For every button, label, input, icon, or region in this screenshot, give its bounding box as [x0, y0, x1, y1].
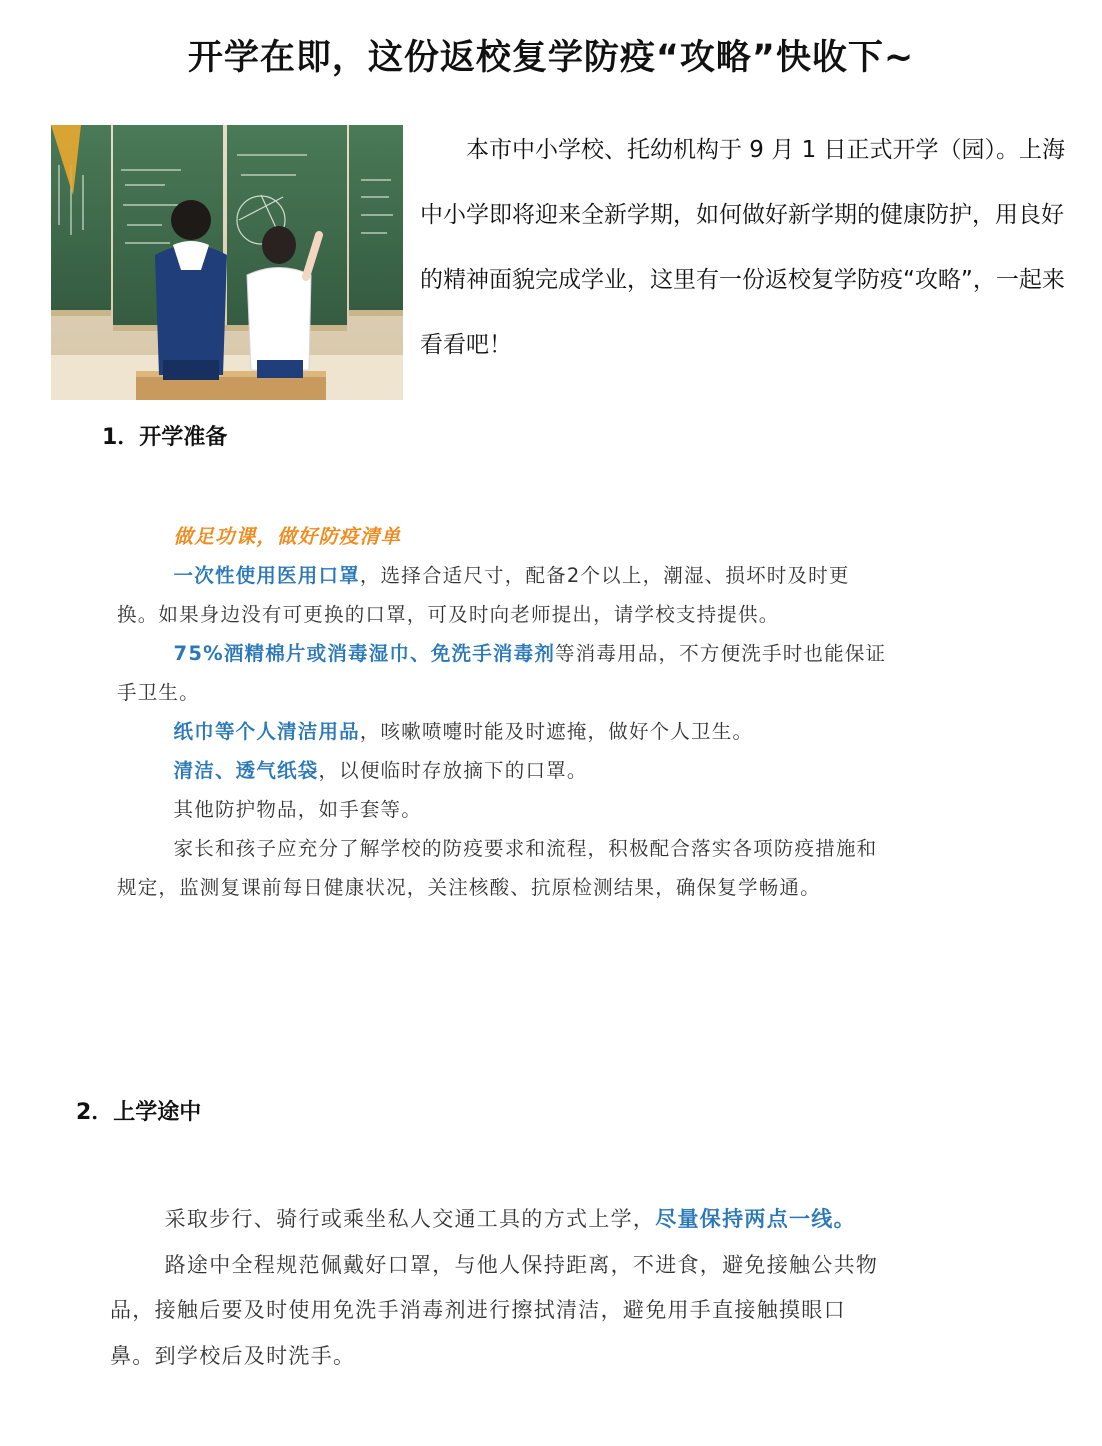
section-heading-1: 1．开学准备: [102, 425, 228, 450]
section-heading-2: 2．上学途中: [76, 1100, 202, 1125]
item-highlight: 清洁、透气纸袋: [173, 759, 319, 782]
intro-text: [420, 118, 1085, 378]
preparation-subhead: 做足功课，做好防疫清单: [173, 525, 402, 548]
preparation-list: [117, 517, 887, 907]
list-item: 家长和孩子应充分了解学校的防疫要求和流程，积极配合落实各项防疫措施和规定，监测复课前每日健康状况，关注核酸、抗原检测结果，确保复学畅通。: [117, 837, 878, 899]
list-item: 其他防护物品，如手套等。: [173, 798, 422, 821]
list-item: [117, 751, 887, 790]
item-highlight: 75%酒精棉片或消毒湿巾、免洗手消毒剂: [173, 642, 556, 665]
item-text: ，咳嗽喷嚏时能及时遮掩，做好个人卫生。: [359, 720, 754, 743]
item-highlight: 一次性使用医用口罩: [173, 564, 360, 587]
commute-paragraph-2: 路途中全程规范佩戴好口罩，与他人保持距离，不进食，避免接触公共物品，接触后要及时使用免洗手消毒剂进行擦拭清洁，避免用手直接触摸眼口鼻。到学校后及时洗手。: [110, 1252, 879, 1368]
commute-text: [110, 1197, 880, 1379]
classroom-illustration: [51, 125, 403, 400]
commute-text-1: 采取步行、骑行或乘坐私人交通工具的方式上学，: [164, 1207, 656, 1231]
page-title: 开学在即，这份返校复学防疫“攻略”快收下~: [187, 38, 915, 78]
list-item: [117, 634, 887, 712]
item-text: 等消毒用品，不方便洗手时也能保证手卫生。: [117, 642, 887, 704]
list-item: [117, 556, 887, 634]
commute-paragraph-1: [110, 1197, 880, 1243]
item-highlight: 纸巾等个人清洁用品: [173, 720, 360, 743]
intro-paragraph: 本市中小学校、托幼机构于 9 月 1 日正式开学（园）。上海中小学即将迎来全新学期，如何做好新学期的健康防护，用良好的精神面貌完成学业，这里有一份返校复学防疫“攻略”，一起来看看吧！: [420, 137, 1066, 358]
item-text: ，选择合适尺寸，配备2个以上，潮湿、损坏时及时更换。如果身边没有可更换的口罩，可及时向老师提出，请学校支持提供。: [117, 564, 850, 626]
list-item: [117, 712, 887, 751]
item-text: ，以便临时存放摘下的口罩。: [318, 759, 588, 782]
commute-highlight: 尽量保持两点一线。: [655, 1207, 856, 1231]
